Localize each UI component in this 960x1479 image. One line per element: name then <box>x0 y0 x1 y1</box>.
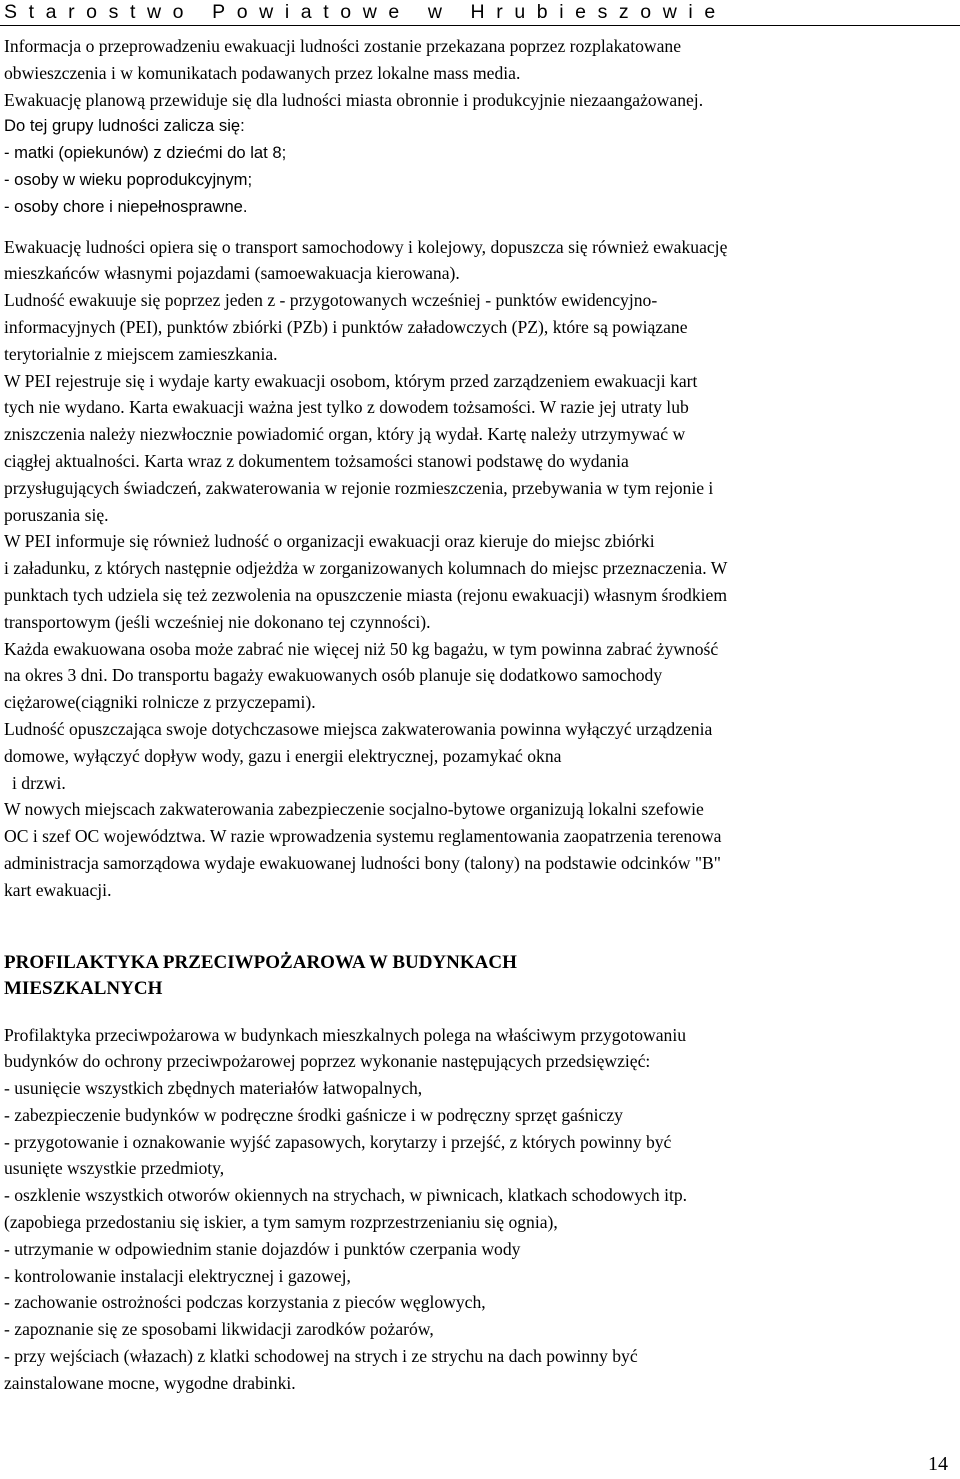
text-line: (zapobiega przedostaniu się iskier, a tym samym rozprzestrzenianiu się ognia), <box>4 1212 558 1233</box>
text-line: W PEI informuje się również ludność o organizacji ewakuacji oraz kieruje do miejsc zbiórki <box>4 531 655 552</box>
list-item: - usunięcie wszystkich zbędnych materiałów łatwopalnych, <box>4 1078 423 1099</box>
text-line: Ludność opuszczająca swoje dotychczasowe miejsca zakwaterowania powinna wyłączyć urządzenia <box>4 718 713 739</box>
page-number: 14 <box>928 1453 948 1475</box>
paragraph-evacuation-info <box>4 33 956 221</box>
list-item: - osoby w wieku poprodukcyjnym; <box>4 169 253 189</box>
list-item: - osoby chore i niepełnosprawne. <box>4 196 248 216</box>
text-line: Ewakuację planową przewiduje się dla ludności miasta obronnie i produkcyjnie niezaangażowanej. <box>4 89 704 110</box>
section-heading <box>4 950 956 1002</box>
text-line: poruszania się. <box>4 504 109 525</box>
text-line: terytorialnie z miejscem zamieszkania. <box>4 343 278 364</box>
list-item: - kontrolowanie instalacji elektrycznej i gazowej, <box>4 1265 351 1286</box>
text-line: i załadunku, z których następnie odjeżdża w zorganizowanych kolumnach do miejsc przeznaczenia. W <box>4 558 728 579</box>
header-rule <box>0 25 960 26</box>
text-line: Profilaktyka przeciwpożarowa w budynkach mieszkalnych polega na właściwym przygotowaniu <box>4 1024 687 1045</box>
text-line: zniszczenia należy niezwłocznie powiadomić organ, który ją wydał. Kartę należy utrzymywać w <box>4 424 686 445</box>
list-item: - przygotowanie i oznakowanie wyjść zapasowych, korytarzy i przejść, z których powinny być <box>4 1131 672 1152</box>
header-title: Starostwo Powiatowe w Hrubieszowie <box>4 1 727 23</box>
text-line: przysługujących świadczeń, zakwaterowania w rejonie rozmieszczenia, przebywania w tym rejonie i <box>4 477 714 498</box>
text-line: informacyjnych (PEI), punktów zbiórki (PZb) i punktów załadowczych (PZ), które są powiązane <box>4 316 688 337</box>
text-line: Ewakuację ludności opiera się o transport samochodowy i kolejowy, dopuszcza się również ewakuację <box>4 236 728 257</box>
text-line: OC i szef OC województwa. W razie wprowadzenia systemu reglamentowania zaopatrzenia terenowa <box>4 826 722 847</box>
text-line: mieszkańców własnymi pojazdami (samoewakuacja kierowana). <box>4 263 460 284</box>
text-line: budynków do ochrony przeciwpożarowej poprzez wykonanie następujących przedsięwzięć: <box>4 1051 651 1072</box>
text-line: administracja samorządowa wydaje ewakuowanej ludności bony (talony) na podstawie odcinków "B" <box>4 852 721 873</box>
list-item: - oszklenie wszystkich otworów okiennych na strychach, w piwnicach, klatkach schodowych itp. <box>4 1185 688 1206</box>
paragraph-evacuation-procedure <box>4 234 956 904</box>
text-line: W nowych miejscach zakwaterowania zabezpieczenie socjalno-bytowe organizują lokalni szefowie <box>4 799 704 820</box>
list-item: - przy wejściach (włazach) z klatki schodowej na strych i ze strychu na dach powinny być <box>4 1346 638 1367</box>
text-line: Informacja o przeprowadzeniu ewakuacji ludności zostanie przekazana poprzez rozplakatowane <box>4 36 682 56</box>
list-item: - utrzymanie w odpowiednim stanie dojazdów i punktów czerpania wody <box>4 1238 521 1259</box>
list-item: - matki (opiekunów) z dziećmi do lat 8; <box>4 143 287 163</box>
text-line: ciągłej aktualności. Karta wraz z dokumentem tożsamości stanowi podstawę do wydania <box>4 450 629 471</box>
text-line: punktach tych udziela się też zezwolenia na opuszczenie miasta (rejonu ewakuacji) własnym środkiem <box>4 584 728 605</box>
text-line: i drzwi. <box>12 772 66 793</box>
page-header <box>0 0 960 28</box>
heading-line: MIESZKALNYCH <box>4 977 163 999</box>
text-line: zainstalowane mocne, wygodne drabinki. <box>4 1372 296 1393</box>
list-item: - zachowanie ostrożności podczas korzystania z pieców węglowych, <box>4 1292 486 1313</box>
document-body <box>4 33 956 1397</box>
heading-line: PROFILAKTYKA PRZECIWPOŻAROWA W BUDYNKACH <box>4 951 517 973</box>
text-line: Do tej grupy ludności zalicza się: <box>4 116 245 136</box>
text-line: W PEI rejestruje się i wydaje karty ewakuacji osobom, którym przed zarządzeniem ewakuacji kart <box>4 370 698 391</box>
text-line: Ludność ewakuuje się poprzez jeden z - przygotowanych wcześniej - punktów ewidencyjno- <box>4 290 658 311</box>
list-item: - zapoznanie się ze sposobami likwidacji zarodków pożarów, <box>4 1319 434 1340</box>
text-line: obwieszczenia i w komunikatach podawanych przez lokalne mass media. <box>4 62 521 83</box>
text-line: tych nie wydano. Karta ewakuacji ważna jest tylko z dowodem tożsamości. W razie jej utraty lub <box>4 397 689 418</box>
text-line: na okres 3 dni. Do transportu bagaży ewakuowanych osób planuje się dodatkowo samochody <box>4 665 663 686</box>
text-line: usunięte wszystkie przedmioty, <box>4 1158 225 1179</box>
paragraph-fire-prevention <box>4 1022 956 1397</box>
text-line: domowe, wyłączyć dopływ wody, gazu i energii elektrycznej, pozamykać okna <box>4 745 562 766</box>
text-line: transportowym (jeśli wcześniej nie dokonano tej czynności). <box>4 611 431 632</box>
list-item: - zabezpieczenie budynków w podręczne środki gaśnicze i w podręczny sprzęt gaśniczy <box>4 1104 623 1125</box>
text-line: kart ewakuacji. <box>4 879 112 900</box>
text-line: ciężarowe(ciągniki rolnicze z przyczepami). <box>4 692 316 713</box>
text-line: Każda ewakuowana osoba może zabrać nie więcej niż 50 kg bagażu, w tym powinna zabrać żywność <box>4 638 719 659</box>
